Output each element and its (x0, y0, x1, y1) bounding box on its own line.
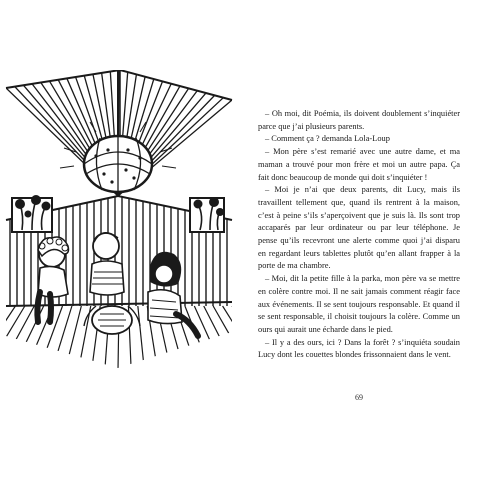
girl-blonde-pigtails (84, 306, 140, 334)
paragraph: – Mon père s’est remarié avec une autre dame, et ma maman a trouvé pour mon frère et moi un autre papa. Ça fait donc beaucoup de monde qui doit s’inquiéter ! (258, 147, 460, 182)
page-number: 69 (355, 393, 363, 402)
girl-dark-hair (148, 252, 198, 336)
paragraph: – Il y a des ours, ici ? Dans la forêt ? s’inquiéta soudain Lucy dont les couettes blondes frissonnaient dans le vent. (258, 337, 460, 360)
text-page (258, 108, 460, 362)
paragraph: – Moi, dit la petite fille à la parka, mon père va se mettre en colère contre moi. Il ne sait jamais comment réagir face aux événements. Il se sent toujours responsable. Et quand il se sent responsable, il choisit toujours la colère. Comme un ours qui aurait une écharde dans le pied. (258, 274, 460, 334)
paragraph: – Moi je n’ai que deux parents, dit Lucy, mais ils travaillent tellement que, quand ils rentrent à la maison, c’est à peine s’ils s’aperçoivent que je suis là. Ils sont trop accaparés par leur ordinateur ou par leur téléphone. Je pense qu’ils recevront une alerte comme quoi j’ai disparu en regardant leurs tablettes plutôt qu’en allant frapper à la porte de ma chambre. (258, 185, 460, 271)
paragraph: – Comment ça ? demanda Lola-Loup (265, 134, 390, 144)
cabin-illustration (0, 70, 236, 410)
paragraph: – Oh moi, dit Poémia, ils doivent doublement s’inquiéter parce que j’ai plusieurs parents. (258, 109, 460, 131)
girl-striped-top (90, 233, 124, 295)
flower-painting-left (12, 195, 52, 232)
flower-painting-right (190, 197, 224, 232)
